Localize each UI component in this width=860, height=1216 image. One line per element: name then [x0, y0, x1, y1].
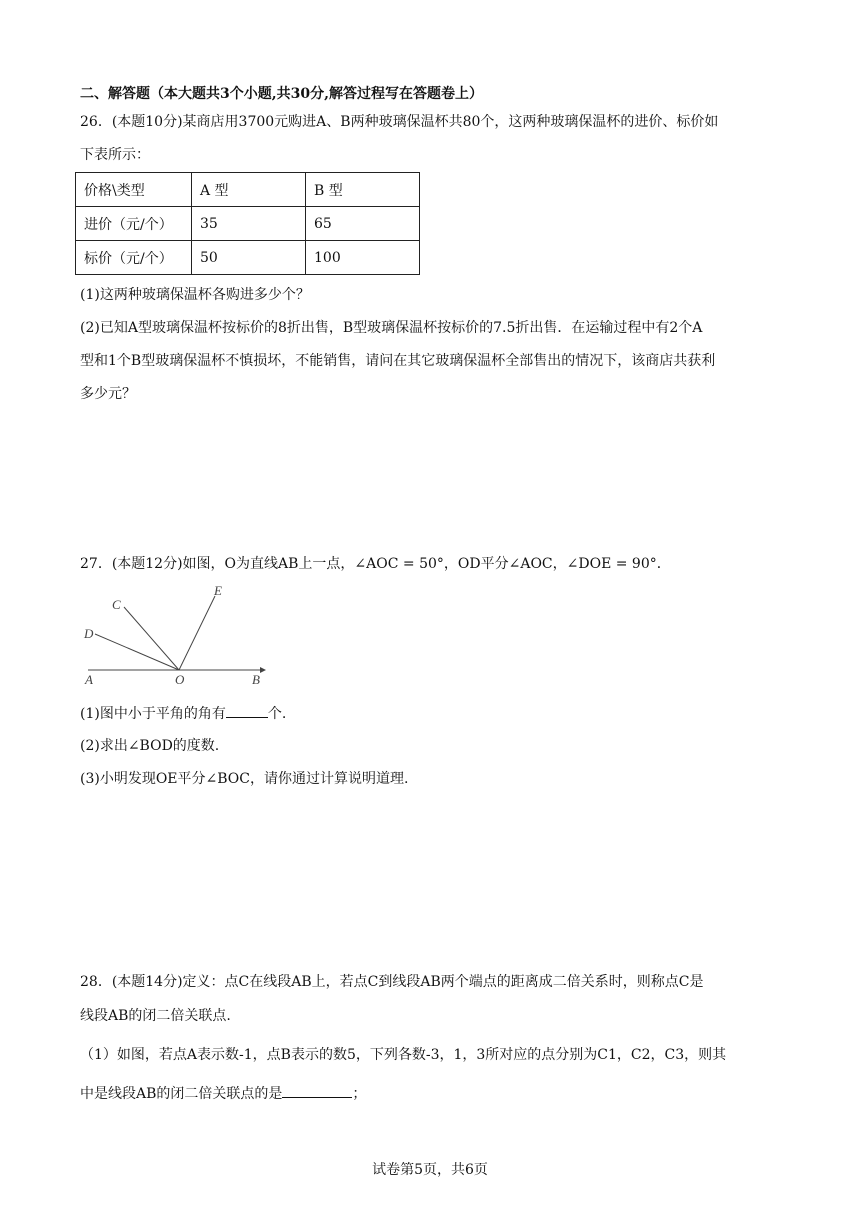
label-D: D [84, 626, 94, 641]
table-row [76, 241, 420, 275]
label-E: E [214, 583, 222, 598]
label-A: A [85, 672, 93, 687]
table-header-cell: A 型 [192, 173, 306, 207]
q28-part1-line2 [80, 1083, 366, 1104]
price-table [75, 172, 420, 275]
table-row [76, 207, 420, 241]
q27-part2: (2)求出∠BOD的度数. [80, 738, 220, 754]
q27-stem: 27．(本题12分)如图，O为直线AB上一点，∠AOC = 50°，OD平分∠AOC，∠DOE = 90°． [80, 556, 671, 572]
label-O: O [175, 672, 185, 687]
angle-figure [80, 582, 280, 690]
table-cell: 标价（元/个） [76, 241, 192, 275]
q27-part1 [80, 703, 286, 724]
q26-stem-line1: 26．(本题10分)某商店用3700元购进A、B两种玻璃保温杯共80个，这两种玻璃保温杯的进价、标价如 [80, 114, 719, 130]
label-C: C [112, 597, 121, 612]
answer-blank[interactable] [226, 703, 268, 718]
page-footer: 试卷第5页，共6页 [372, 1162, 488, 1178]
q27-part1-unit: 个. [267, 706, 287, 722]
label-B: B [252, 672, 260, 687]
q27-part3: (3)小明发现OE平分∠BOC，请你通过计算说明道理. [80, 771, 409, 787]
table-header-cell: 价格\类型 [76, 173, 192, 207]
table-header-row [76, 173, 420, 207]
table-header-cell: B 型 [306, 173, 420, 207]
q28-part1-line1: （1）如图，若点A表示数-1，点B表示的数5，下列各数-3，1，3所对应的点分别为C1，C2，C3，则其 [80, 1047, 727, 1063]
table-cell: 进价（元/个） [76, 207, 192, 241]
section-heading: 二、解答题（本大题共3个小题,共30分,解答过程写在答题卷上） [80, 86, 483, 102]
q26-stem-line2: 下表所示： [80, 147, 150, 163]
q28-part1-text: 中是线段AB的闭二倍关联点的是 [80, 1086, 283, 1102]
table-cell: 35 [192, 207, 306, 241]
answer-blank[interactable] [282, 1083, 352, 1098]
q26-part1: (1)这两种玻璃保温杯各购进多少个？ [80, 287, 310, 303]
q26-part2-line3: 多少元？ [80, 386, 136, 402]
q26-part2-line2: 型和1个B型玻璃保温杯不慎损坏，不能销售，请问在其它玻璃保温杯全部售出的情况下，该商店共获利 [80, 353, 716, 369]
q26-part2-line1: (2)已知A型玻璃保温杯按标价的8折出售，B型玻璃保温杯按标价的7.5折出售．在运输过程中有2个A [80, 320, 703, 336]
table-cell: 50 [192, 241, 306, 275]
q28-stem-line1: 28．(本题14分)定义：点C在线段AB上，若点C到线段AB两个端点的距离成二倍关系时，则称点C是 [80, 974, 704, 990]
q28-part1-end: ； [352, 1086, 367, 1102]
q27-part1-text: (1)图中小于平角的角有 [80, 706, 226, 722]
table-cell: 65 [306, 207, 420, 241]
q28-stem-line2: 线段AB的闭二倍关联点. [80, 1008, 231, 1024]
table-cell: 100 [306, 241, 420, 275]
